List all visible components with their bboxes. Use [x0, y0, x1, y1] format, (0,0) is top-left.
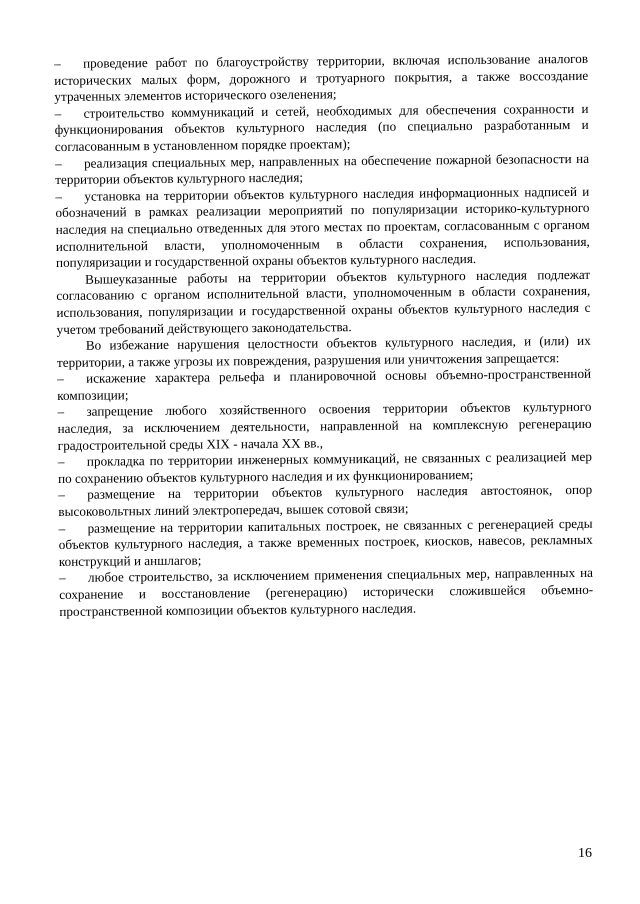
list-item: [54, 51, 588, 106]
list-item-text: размещение на территории объектов культурного наследия автостоянок, опор высоковольтных линий электропередач, вышек сотовой связи;: [58, 482, 593, 520]
list-item: [58, 449, 592, 487]
list-item: [57, 399, 591, 454]
list-dash: –: [57, 371, 64, 387]
paragraph: Вышеуказанные работы на территории объектов культурного наследия подлежат согласованию с органом исполнительной власти, уполномоченным в области сохранения, использования, популяризации и государственной охраны объектов культурного наследия с учетом требований действующего законодательства.: [56, 266, 591, 337]
page-number: 16: [578, 846, 592, 861]
list-item-text: реализация специальных мер, направленных на обеспечение пожарной безопасности на территории объектов культурного наследия;: [55, 150, 590, 188]
list-item-text: запрещение любого хозяйственного освоения территории объектов культурного наследия, за исключением деятельности, направленной на комплексную регенерацию градостроительной среды XIX - начала XX вв.,: [57, 399, 592, 453]
list-item-text: искажение характера рельефа и планировочной основы объемно-пространственной композиции;: [57, 366, 592, 403]
paragraph: Во избежание нарушения целостности объектов культурного наследия, и (или) их территории, а также угрозы их повреждения, разрушения или уничтожения запрещается:: [56, 332, 591, 370]
list-item-text: проведение работ по благоустройству территории, включая использование аналогов исторических малых форм, дорожного и тротуарного покрытия, а также воссоздание утраченных элементов исторического озеленения;: [54, 50, 589, 105]
list-item: [55, 184, 590, 272]
list-item: [59, 565, 593, 620]
list-item: [55, 150, 589, 188]
list-item: [57, 366, 591, 404]
list-dash: –: [54, 105, 62, 121]
document-body: [54, 51, 593, 620]
list-dash: –: [54, 55, 61, 71]
list-dash: –: [57, 404, 65, 420]
list-dash: –: [55, 188, 63, 204]
list-item-text: любое строительство, за исключением применения специальных мер, направленных на сохранение и восстановление (регенерацию) исторически сложившейся объемно-пространственной композиции объектов культурного наследия.: [59, 565, 594, 619]
list-item-text: размещение на территории капитальных построек, не связанных с регенерацией среды объектов культурного наследия, а также временных построек, киосков, навесов, рекламных конструкций и аншлагов;: [58, 515, 593, 569]
list-dash: –: [54, 155, 62, 171]
list-dash: –: [58, 570, 66, 586]
list-item-text: прокладка по территории инженерных коммуникаций, не связанных с реализацией мер по сохранению объектов культурного наследия и их функционированием;: [57, 449, 592, 486]
list-item-text: строительство коммуникаций и сетей, необходимых для обеспечения сохранности и функционирования объектов культурного наследия (по специально разработанным и согласованным в установленном порядке проектам);: [54, 100, 589, 154]
list-dash: –: [58, 520, 66, 536]
list-item: [54, 101, 588, 156]
list-item: [58, 515, 592, 570]
list-dash: –: [57, 454, 65, 470]
list-dash: –: [58, 487, 65, 503]
list-item: [58, 482, 592, 520]
list-item-text: установка на территории объектов культурного наследия информационных надписей и обозначений в рамках реализации мероприятий по популяризации историко-культурного наследия на специально отведенных для этого местах по проектам, согласованным с органом исполнительной власти, уполномоченным в области сохранения, использования, популяризации и государственной охраны объектов культурного наследия.: [55, 183, 590, 271]
